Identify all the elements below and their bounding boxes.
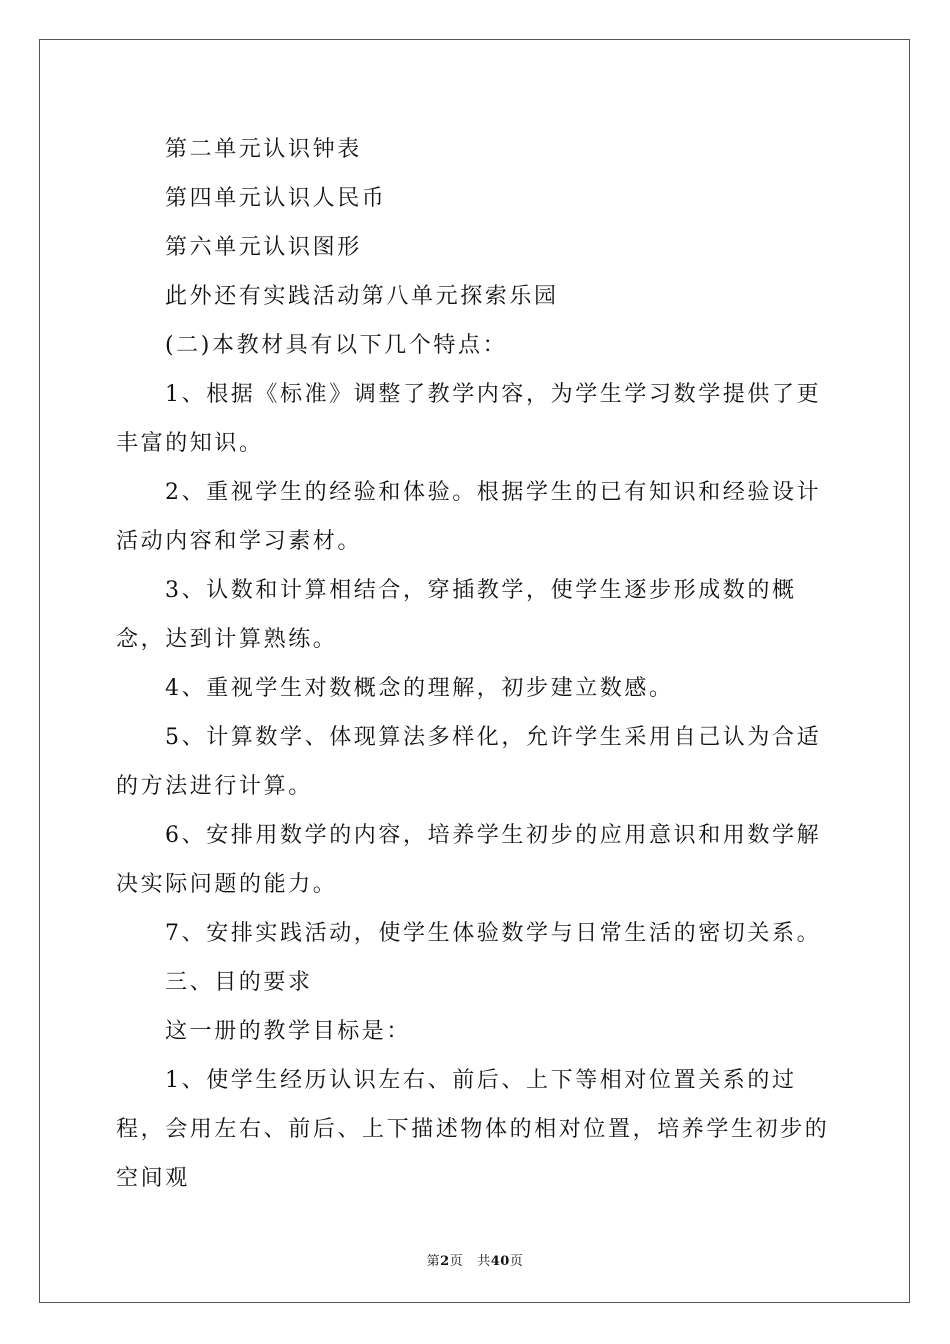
footer-total-prefix: 共 — [477, 1254, 491, 1269]
footer-total-suffix: 页 — [509, 1254, 524, 1269]
paragraph-8: 3、认数和计算相结合，穿插教学，使学生逐步形成数的概念，达到计算熟练。 — [116, 578, 797, 652]
paragraph-9: 4、重视学生对数概念的理解，初步建立数感。 — [165, 676, 674, 701]
paragraph-5: (二)本教材具有以下几个特点： — [165, 333, 508, 358]
page-footer — [0, 1250, 950, 1269]
paragraph-10: 5、计算数学、体现算法多样化，允许学生采用自己认为合适的方法进行计算。 — [116, 725, 822, 799]
document-body — [116, 125, 838, 1203]
paragraph-15: 1、使学生经历认识左右、前后、上下等相对位置关系的过程，会用左右、前后、上下描述物体的相对位置，培养学生初步的空间观 — [116, 1068, 830, 1191]
paragraph-7: 2、重视学生的经验和体验。根据学生的已有知识和经验设计活动内容和学习素材。 — [116, 480, 822, 554]
paragraph-14: 这一册的教学目标是： — [165, 1019, 412, 1044]
footer-page-number: 2 — [440, 1254, 450, 1269]
paragraph-4: 此外还有实践活动第八单元探索乐园 — [165, 284, 559, 309]
paragraph-3: 第六单元认识图形 — [165, 235, 362, 260]
footer-page-suffix: 页 — [449, 1254, 464, 1269]
footer-page-prefix: 第 — [426, 1254, 441, 1269]
footer-total-number: 40 — [490, 1254, 510, 1269]
paragraph-13: 三、目的要求 — [165, 970, 313, 995]
paragraph-11: 6、安排用数学的内容，培养学生初步的应用意识和用数学解决实际问题的能力。 — [116, 823, 822, 897]
paragraph-2: 第四单元认识人民币 — [165, 186, 387, 211]
paragraph-12: 7、安排实践活动，使学生体验数学与日常生活的密切关系。 — [165, 921, 822, 946]
paragraph-1: 第二单元认识钟表 — [165, 137, 362, 162]
paragraph-6: 1、根据《标准》调整了教学内容，为学生学习数学提供了更丰富的知识。 — [116, 382, 822, 456]
